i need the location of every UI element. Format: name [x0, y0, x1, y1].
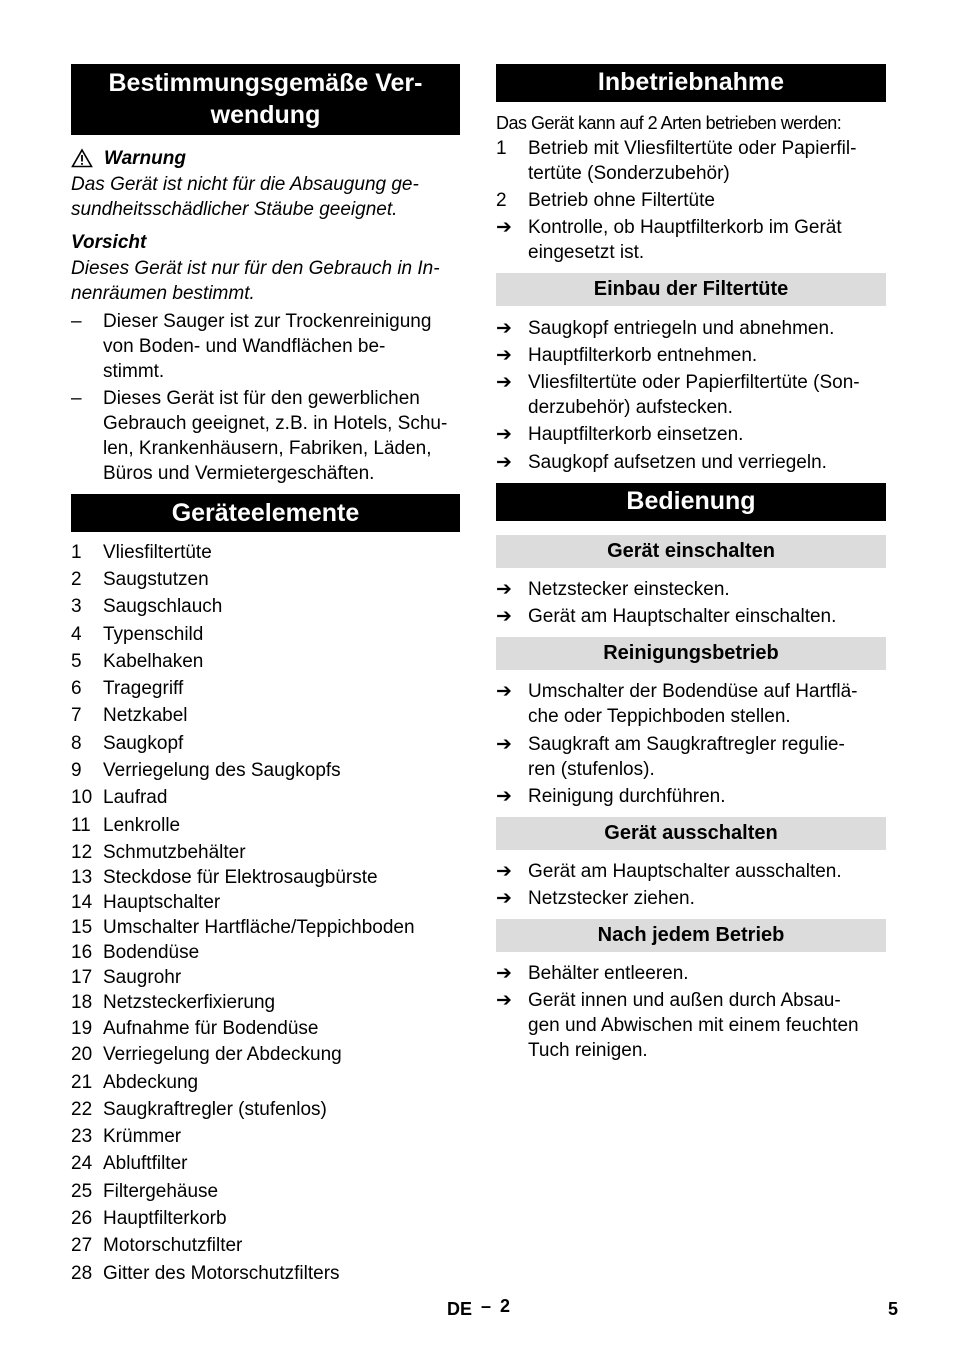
step-text: Reinigung durchführen.	[528, 786, 726, 807]
caution-text-line: Dieses Gerät ist nur für den Gebrauch in In-	[71, 258, 440, 279]
dash-item-line: Büros und Vermietergeschäften.	[103, 463, 375, 484]
item-number: 26	[71, 1208, 93, 1229]
item-label: Saugkopf	[103, 733, 184, 754]
step-text: Netzstecker ziehen.	[528, 888, 695, 909]
heading-line: Bestimmungsgemäße Ver-	[108, 69, 423, 97]
einschalten-steps	[496, 577, 886, 632]
elements-list	[71, 540, 460, 1290]
arrow-icon: ➔	[496, 990, 512, 1011]
item-label: Verriegelung der Abdeckung	[103, 1044, 342, 1065]
item-number: 20	[71, 1044, 93, 1065]
item-label: Kabelhaken	[103, 651, 204, 672]
step-text: che oder Teppichboden stellen.	[528, 706, 791, 727]
subheading-einschalten: Gerät einschalten	[496, 535, 886, 568]
intro-text: Das Gerät kann auf 2 Arten betrieben werden:	[496, 113, 842, 133]
warning-text-line: sundheitsschädlicher Stäube geeignet.	[71, 199, 398, 220]
section-heading-bedienung: Bedienung	[496, 483, 886, 521]
item-number: 2	[71, 569, 82, 590]
item-line: eingesetzt ist.	[528, 242, 645, 263]
item-number: 14	[71, 892, 93, 913]
item-label: Tragegriff	[103, 678, 184, 699]
warning-text-line: Das Gerät ist nicht für die Absaugung ge-	[71, 174, 419, 195]
item-number: 18	[71, 992, 93, 1013]
arrow-icon: ➔	[496, 963, 512, 984]
item-label: Steckdose für Elektrosaugbürste	[103, 867, 378, 888]
reinigung-steps	[496, 679, 886, 814]
caution-block	[71, 229, 460, 306]
step-text: Umschalter der Bodendüse auf Hartflä-	[528, 681, 858, 702]
item-number: 17	[71, 967, 93, 988]
item-number: 21	[71, 1072, 93, 1093]
arrow-icon: ➔	[496, 734, 512, 755]
warning-block	[71, 145, 460, 222]
item-label: Saugkraftregler (stufenlos)	[103, 1099, 327, 1120]
modes-list	[496, 136, 886, 266]
item-number: 24	[71, 1153, 93, 1174]
nach-steps	[496, 961, 886, 1071]
dash-item-line: stimmt.	[103, 361, 165, 382]
item-number: 11	[71, 815, 91, 836]
step-text: Saugkopf aufsetzen und verriegeln.	[528, 452, 827, 473]
item-number: 8	[71, 733, 82, 754]
item-number: 12	[71, 842, 93, 863]
dash-bullet: –	[71, 388, 82, 409]
arrow-icon: ➔	[496, 217, 512, 238]
item-number: 2	[496, 190, 507, 211]
step-text: Vliesfiltertüte oder Papierfiltertüte (Son-	[528, 372, 860, 393]
subheading-nach-betrieb: Nach jedem Betrieb	[496, 919, 886, 952]
item-number: 5	[71, 651, 82, 672]
item-number: 22	[71, 1099, 93, 1120]
footer-dash: –	[481, 1296, 492, 1316]
item-label: Netzkabel	[103, 705, 188, 726]
dash-item	[71, 309, 460, 382]
item-label: Umschalter Hartfläche/Teppichboden	[103, 917, 415, 938]
item-number: 28	[71, 1263, 93, 1284]
item-label: Saugrohr	[103, 967, 182, 988]
item-label: Saugstutzen	[103, 569, 209, 590]
section-heading-elemente: Geräteelemente	[71, 494, 460, 532]
item-line: Betrieb mit Vliesfiltertüte oder Papierfil-	[528, 138, 857, 159]
item-label: Abluftfilter	[103, 1153, 188, 1174]
item-label: Typenschild	[103, 624, 204, 645]
footer-page-local: 2	[500, 1296, 511, 1316]
arrow-icon: ➔	[496, 786, 512, 807]
arrow-icon: ➔	[496, 372, 512, 393]
step-text: Netzstecker einstecken.	[528, 579, 730, 600]
heading-line: wendung	[210, 101, 321, 129]
arrow-icon: ➔	[496, 681, 512, 702]
ausschalten-steps	[496, 859, 886, 914]
dash-item-line: Dieser Sauger ist zur Trockenreinigung	[103, 311, 432, 332]
step-text: Hauptfilterkorb einsetzen.	[528, 424, 744, 445]
dash-bullet: –	[71, 311, 82, 332]
dash-item-line: len, Krankenhäusern, Fabriken, Läden,	[103, 438, 432, 459]
item-number: 15	[71, 917, 93, 938]
item-line: tertüte (Sonderzubehör)	[528, 163, 730, 184]
item-label: Filtergehäuse	[103, 1181, 219, 1202]
dash-list	[71, 309, 460, 489]
item-number: 27	[71, 1235, 93, 1256]
step-text: Behälter entleeren.	[528, 963, 689, 984]
item-label: Motorschutzfilter	[103, 1235, 243, 1256]
item-label: Schmutzbehälter	[103, 842, 246, 863]
subheading-einbau: Einbau der Filtertüte	[496, 273, 886, 306]
step-text: derzubehör) aufstecken.	[528, 397, 733, 418]
arrow-icon: ➔	[496, 424, 512, 445]
subheading-reinigung: Reinigungsbetrieb	[496, 637, 886, 670]
step-text: Gerät am Hauptschalter einschalten.	[528, 606, 837, 627]
caution-text-line: nenräumen bestimmt.	[71, 283, 255, 304]
arrow-icon: ➔	[496, 452, 512, 473]
item-label: Gitter des Motorschutzfilters	[103, 1263, 340, 1284]
step-text: Saugkopf entriegeln und abnehmen.	[528, 318, 835, 339]
item-label: Lenkrolle	[103, 815, 181, 836]
footer-language: DE	[447, 1299, 473, 1319]
item-label: Hauptschalter	[103, 892, 221, 913]
item-number: 1	[496, 138, 507, 159]
step-text: gen und Abwischen mit einem feuchten	[528, 1015, 859, 1036]
step-text: Tuch reinigen.	[528, 1040, 648, 1061]
item-number: 4	[71, 624, 82, 645]
step-text: Saugkraft am Saugkraftregler regulie-	[528, 734, 845, 755]
item-label: Netzsteckerfixierung	[103, 992, 276, 1013]
arrow-icon: ➔	[496, 318, 512, 339]
item-line: Betrieb ohne Filtertüte	[528, 190, 715, 211]
item-line: Kontrolle, ob Hauptfilterkorb im Gerät	[528, 217, 842, 238]
subheading-ausschalten: Gerät ausschalten	[496, 817, 886, 850]
step-text: Gerät am Hauptschalter ausschalten.	[528, 861, 842, 882]
item-label: Verriegelung des Saugkopfs	[103, 760, 341, 781]
caution-label: Vorsicht	[71, 232, 147, 253]
item-label: Krümmer	[103, 1126, 182, 1147]
item-number: 1	[71, 542, 82, 563]
step-text: Hauptfilterkorb entnehmen.	[528, 345, 758, 366]
item-label: Abdeckung	[103, 1072, 199, 1093]
step-text: Gerät innen und außen durch Absau-	[528, 990, 841, 1011]
arrow-icon: ➔	[496, 345, 512, 366]
item-number: 19	[71, 1018, 93, 1039]
item-label: Bodendüse	[103, 942, 200, 963]
arrow-icon: ➔	[496, 888, 512, 909]
step-text: ren (stufenlos).	[528, 759, 655, 780]
arrow-icon: ➔	[496, 579, 512, 600]
item-label: Saugschlauch	[103, 596, 223, 617]
item-number: 13	[71, 867, 93, 888]
item-number: 25	[71, 1181, 93, 1202]
item-number: 6	[71, 678, 82, 699]
einbau-steps	[496, 316, 886, 476]
dash-item-line: Dieses Gerät ist für den gewerblichen	[103, 388, 420, 409]
arrow-icon: ➔	[496, 861, 512, 882]
section-heading-inbetriebnahme: Inbetriebnahme	[496, 64, 886, 102]
warning-triangle-icon	[71, 148, 93, 168]
item-number: 3	[71, 596, 82, 617]
dash-item	[71, 386, 460, 484]
page-number: 5	[888, 1299, 899, 1319]
item-number: 9	[71, 760, 82, 781]
dash-item-line: Gebrauch geeignet, z.B. in Hotels, Schu-	[103, 413, 448, 434]
item-number: 10	[71, 787, 93, 808]
item-number: 7	[71, 705, 82, 726]
dash-item-line: von Boden- und Wandflächen be-	[103, 336, 386, 357]
item-label: Aufnahme für Bodendüse	[103, 1018, 319, 1039]
item-number: 16	[71, 942, 93, 963]
warning-label: Warnung	[104, 148, 186, 169]
item-label: Vliesfiltertüte	[103, 542, 212, 563]
item-label: Laufrad	[103, 787, 168, 808]
item-label: Hauptfilterkorb	[103, 1208, 227, 1229]
arrow-icon: ➔	[496, 606, 512, 627]
section-heading-bestimmung	[71, 64, 460, 135]
item-number: 23	[71, 1126, 93, 1147]
